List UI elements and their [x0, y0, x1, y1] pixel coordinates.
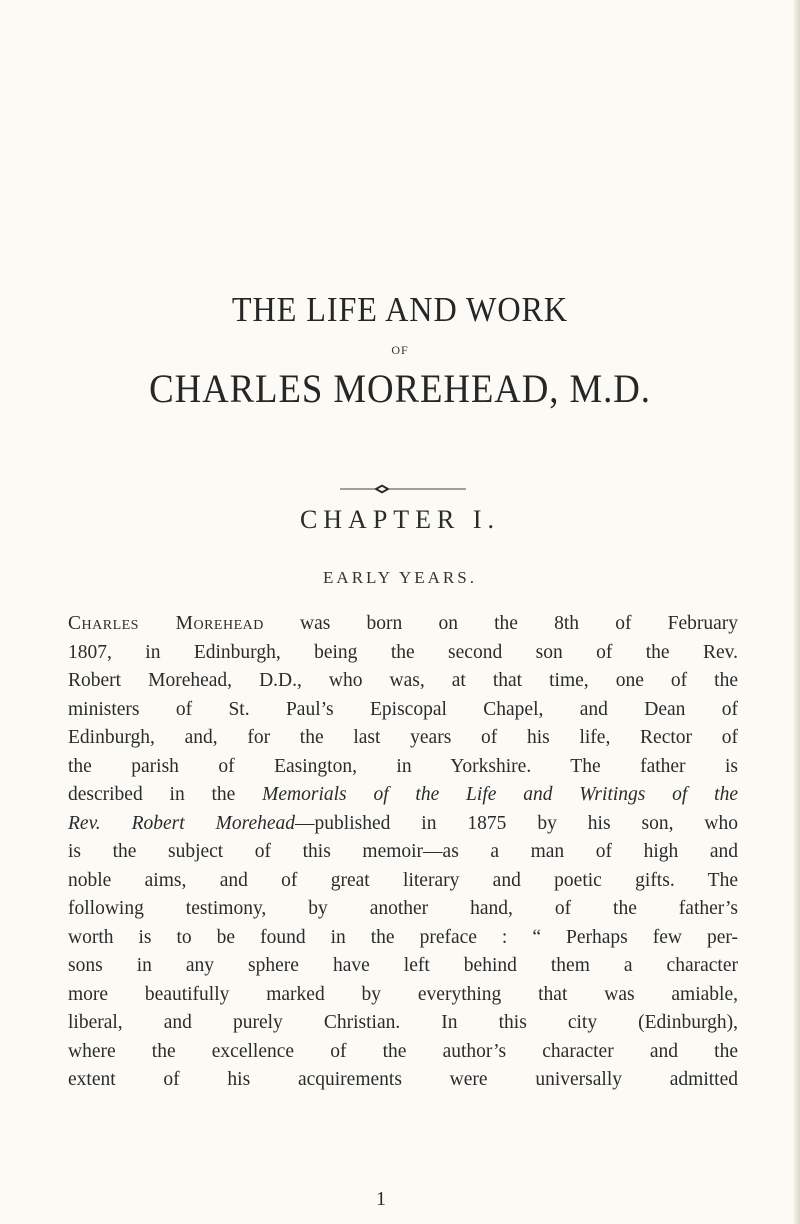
text-line: extent of his acquirements were universally admitted: [68, 1069, 738, 1090]
text-line: following testimony, by another hand, of the father’s: [68, 898, 738, 919]
text-line: Robert Morehead, D.D., who was, at that time, one of the: [68, 670, 738, 691]
text-line: worth is to be found in the preface : “ Perhaps few per-: [68, 926, 738, 948]
title-connector: OF: [391, 343, 409, 357]
text-line: is the subject of this memoir—as a man of high and: [68, 841, 738, 862]
text-line: liberal, and purely Christian. In this city (Edinburgh),: [68, 1012, 738, 1033]
text-line: [68, 781, 738, 810]
text-line: [68, 610, 738, 639]
chapter-heading: CHAPTER I.: [299, 505, 501, 534]
page-edge-shadow: [794, 0, 800, 1224]
page-number: 1: [376, 1188, 386, 1210]
book-citation: Rev. Robert Morehead: [68, 812, 296, 834]
line-text: was born on the 8th of February: [263, 613, 738, 634]
subject-name: CHARLES MOREHEAD, M.D.: [149, 366, 651, 411]
line-text: described in the: [68, 784, 263, 805]
diamond-rule-ornament-icon: [340, 483, 466, 495]
text-line: noble aims, and of great literary and poetic gifts. The: [68, 869, 738, 891]
opening-name: Charles Morehead: [68, 613, 264, 634]
book-title: THE LIFE AND WORK: [231, 290, 569, 329]
text-line: sons in any sphere have left behind them a character: [68, 955, 738, 976]
text-line: ministers of St. Paul’s Episcopal Chapel, and Dean of: [68, 698, 738, 720]
text-line: [68, 810, 738, 839]
book-citation: Memorials of the Life and Writings of the: [262, 784, 738, 805]
text-line: 1807, in Edinburgh, being the second son of the Rev.: [68, 641, 738, 663]
text-line: where the excellence of the author’s character and the: [68, 1040, 738, 1062]
line-text: —published in 1875 by his son, who: [295, 812, 738, 834]
text-line: the parish of Easington, in Yorkshire. The father is: [68, 755, 738, 777]
body-text: [68, 610, 738, 1095]
text-line: more beautifully marked by everything that was amiable,: [68, 983, 738, 1005]
chapter-title: EARLY YEARS.: [323, 568, 477, 587]
text-line: Edinburgh, and, for the last years of his life, Rector of: [68, 727, 738, 748]
